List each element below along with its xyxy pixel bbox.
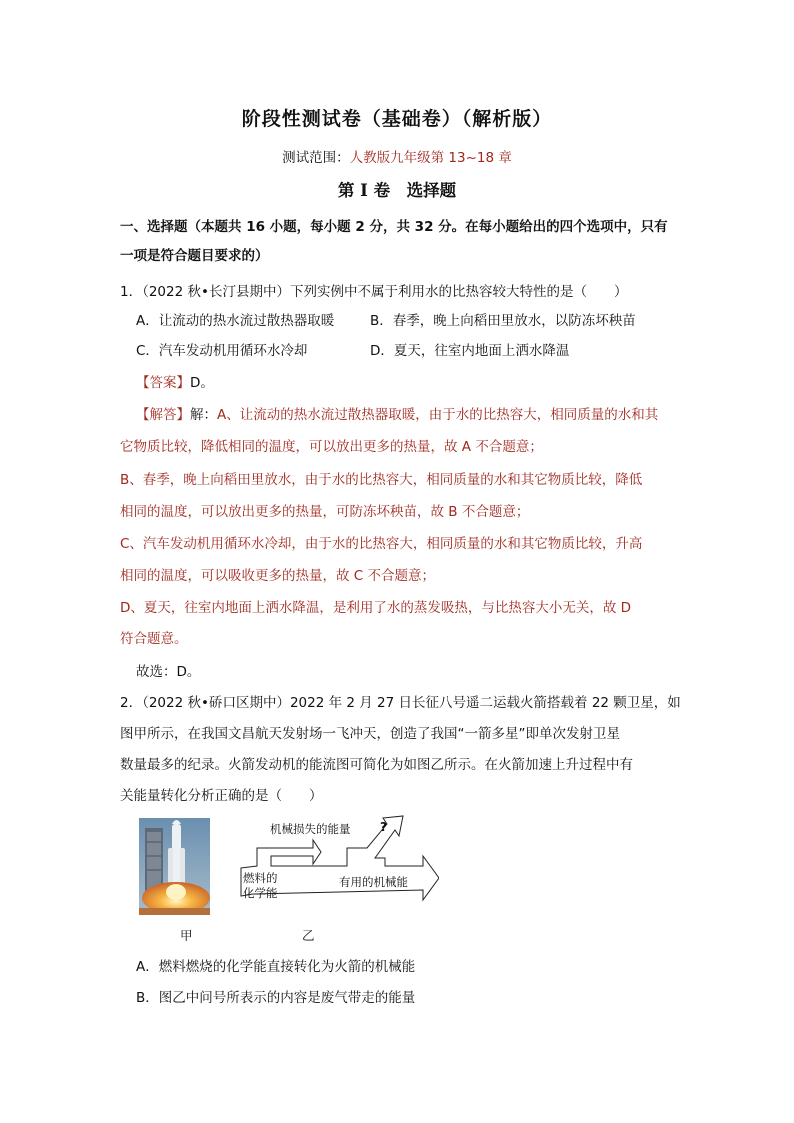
energy-flow-diagram [237, 808, 439, 910]
rocket-launch-photo [139, 818, 210, 915]
section-instruction-line-2: 一项是符合题目要求的） [120, 248, 269, 264]
q1-option-b: B．春季，晚上向稻田里放水，以防冻坏秧苗 [370, 313, 636, 329]
scope-label: 测试范围： [282, 150, 350, 166]
q1-option-c: C．汽车发动机用循环水冷却 [136, 343, 308, 359]
q1-explanation-line-6: 相同的温度，可以吸收更多的热量，故 C 不合题意； [120, 568, 436, 584]
explanation-text: A、让流动的热水流过散热器取暖，由于水的比热容大，相同质量的水和其 [217, 407, 659, 423]
q1-explanation-line-8: 符合题意。 [120, 631, 188, 647]
volume-title: 第 I 卷 选择题 [337, 181, 457, 200]
answer-value: D。 [190, 375, 214, 391]
q1-explanation-line-5: C、汽车发动机用循环水冷却，由于水的比热容大，相同质量的水和其它物质比较，升高 [120, 536, 643, 552]
test-scope [0, 146, 794, 166]
q2-option-a: A．燃料燃烧的化学能直接转化为火箭的机械能 [136, 959, 416, 975]
scope-value: 人教版九年级第 13~18 章 [349, 150, 512, 166]
page-title: 阶段性测试卷（基础卷）（解析版） [241, 108, 553, 130]
figure-caption-yi: 乙 [302, 928, 315, 943]
q1-stem: 1．（2022 秋•长汀县期中）下列实例中不属于利用水的比热容较大特性的是（ ） [120, 284, 628, 300]
q1-explanation-line-3: B、春季，晚上向稻田里放水，由于水的比热容大，相同质量的水和其它物质比较，降低 [120, 472, 643, 488]
q1-explanation-line-1 [136, 405, 658, 425]
q2-stem-line-1: 2．（2022 秋•硚口区期中）2022 年 2 月 27 日长征八号遥二运载火箭搭载着 22 颗卫星，如 [120, 695, 681, 711]
q1-explanation-line-4: 相同的温度，可以放出更多的热量，可防冻坏秧苗，故 B 不合题意； [120, 504, 530, 520]
q2-option-b: B．图乙中问号所表示的内容是废气带走的能量 [136, 990, 416, 1006]
label-mechanical-loss: 机械损失的能量 [270, 822, 351, 836]
section-instruction-line-1: 一、选择题（本题共 16 小题，每小题 2 分，共 32 分。在每小题给出的四个选项中，只有 [120, 219, 668, 235]
label-fuel-line-1: 燃料的 [243, 871, 278, 885]
label-useful-mechanical: 有用的机械能 [339, 875, 408, 889]
analysis-lead: 解： [190, 407, 217, 423]
q1-explanation-line-7: D、夏天，往室内地面上洒水降温，是利用了水的蒸发吸热，与比热容大小无关，故 D [120, 600, 632, 616]
q2-stem-line-3: 数量最多的纪录。火箭发动机的能流图可简化为如图乙所示。在火箭加速上升过程中有 [120, 757, 633, 773]
q1-option-d: D．夏天，往室内地面上洒水降温 [370, 343, 570, 359]
figure-caption-jia: 甲 [180, 928, 193, 943]
label-fuel-line-2: 化学能 [243, 886, 278, 900]
q2-stem-line-4: 关能量转化分析正确的是（ ） [120, 788, 323, 804]
analysis-tag: 【解答】 [136, 407, 190, 423]
q1-answer [136, 373, 214, 393]
q1-conclusion: 故选：D。 [136, 664, 201, 680]
q1-option-a: A．让流动的热水流过散热器取暖 [136, 313, 335, 329]
q2-stem-line-2: 图甲所示，在我国文昌航天发射场一飞冲天，创造了我国“一箭多星”即单次发射卫星 [120, 726, 620, 742]
label-question-mark: ? [380, 820, 387, 834]
q1-explanation-line-2: 它物质比较，降低相同的温度，可以放出更多的热量，故 A 不合题意； [120, 439, 543, 455]
answer-tag: 【答案】 [136, 375, 190, 391]
